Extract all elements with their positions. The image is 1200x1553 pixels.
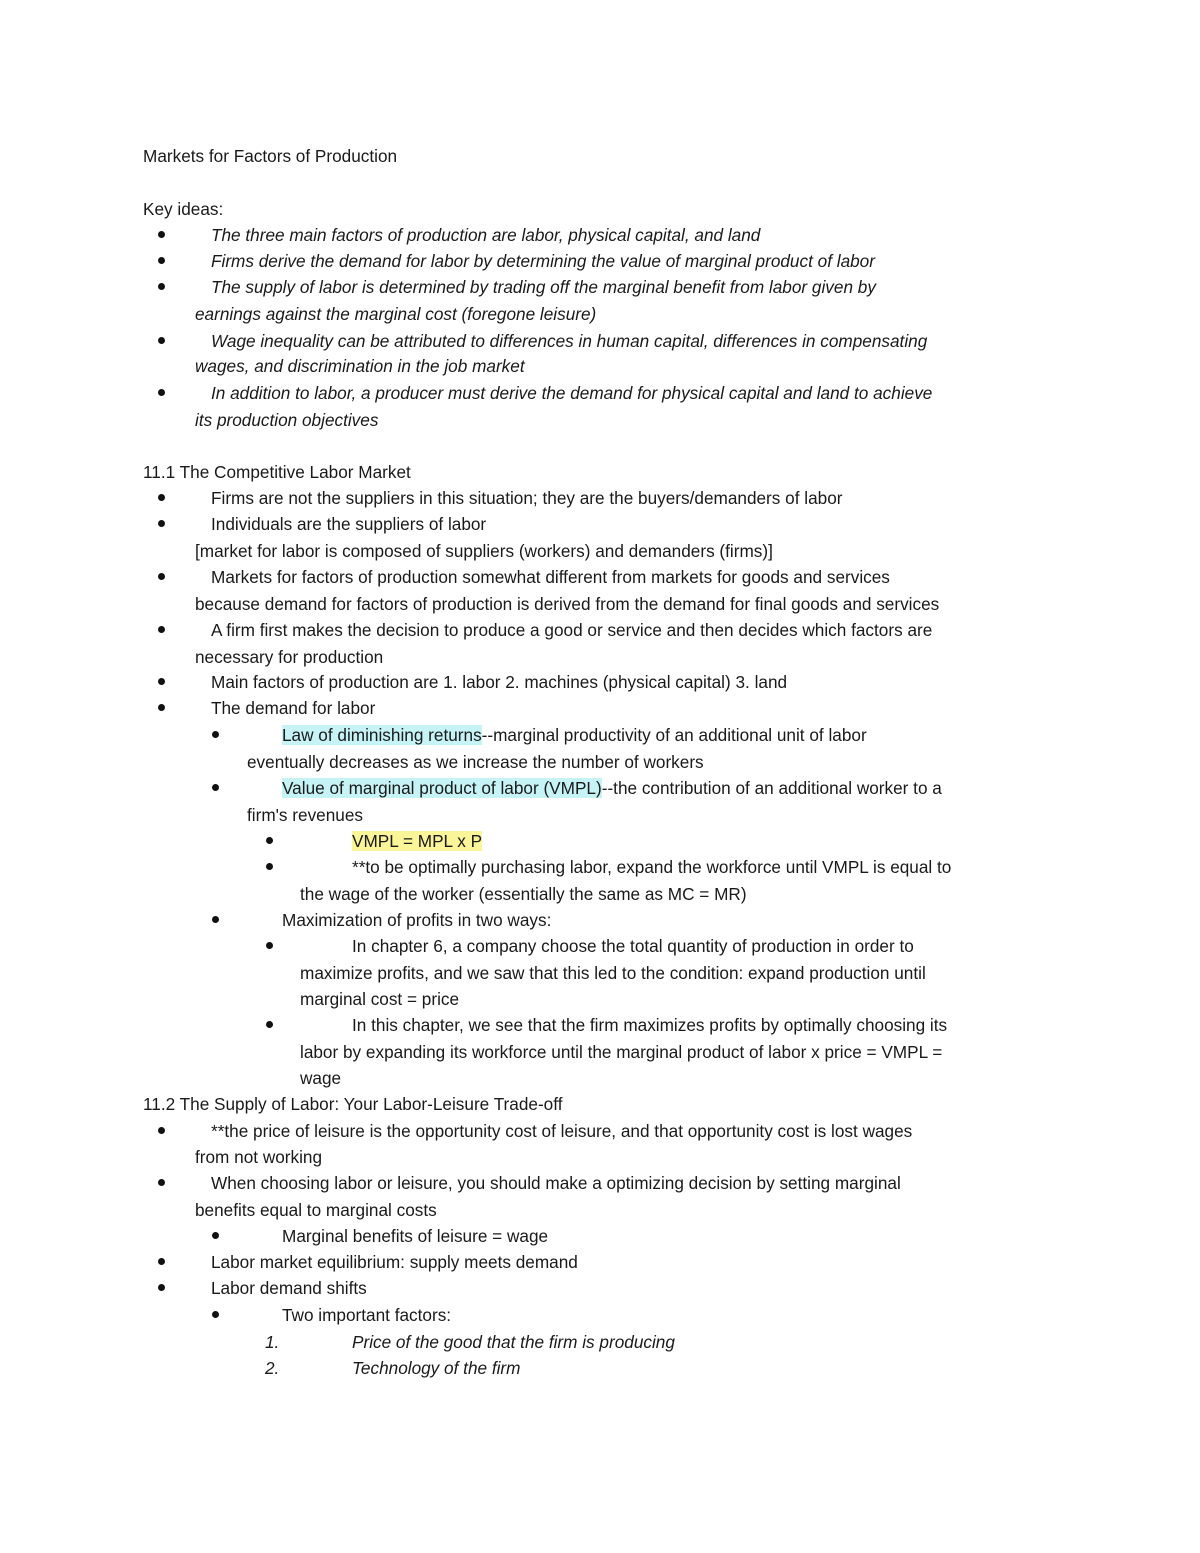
chapter-6-note-cont-2: marginal cost = price xyxy=(300,989,460,1009)
law-term-highlight: Law of diminishing returns xyxy=(282,725,482,745)
key-ideas-heading: Key ideas: xyxy=(143,199,224,219)
s112-bullet-2: When choosing labor or leisure, you should make a optimizing decision by setting marginal xyxy=(211,1173,901,1193)
bullet-icon xyxy=(158,257,165,264)
bullet-icon xyxy=(158,520,165,527)
bullet-icon xyxy=(158,573,165,580)
bullet-icon xyxy=(158,283,165,290)
bullet-icon xyxy=(158,1258,165,1265)
s111-bullet-5: Main factors of production are 1. labor 2. machines (physical capital) 3. land xyxy=(211,672,788,692)
s111-bullet-2: Individuals are the suppliers of labor xyxy=(211,514,487,534)
vmpl-description-cont: firm's revenues xyxy=(247,805,363,825)
s111-bullet-1: Firms are not the suppliers in this situation; they are the buyers/demanders of labor xyxy=(211,488,843,508)
key-idea-3-cont: earnings against the marginal cost (foregone leisure) xyxy=(195,304,597,324)
s111-bullet-6: The demand for labor xyxy=(211,698,376,718)
key-idea-4: Wage inequality can be attributed to differences in human capital, differences in compensating xyxy=(211,331,928,351)
this-chapter-note-cont-1: labor by expanding its workforce until the marginal product of labor x price = VMPL = xyxy=(300,1042,943,1062)
bullet-icon xyxy=(212,731,219,738)
bullet-icon xyxy=(266,942,273,949)
s111-bullet-4-cont: necessary for production xyxy=(195,647,384,667)
s112-bullet-4-sub: Two important factors: xyxy=(282,1305,452,1325)
factor-1: Price of the good that the firm is producing xyxy=(352,1332,675,1352)
factor-2: Technology of the firm xyxy=(352,1358,521,1378)
s111-bullet-3: Markets for factors of production somewhat different from markets for goods and services xyxy=(211,567,890,587)
s111-bullet-2-note: [market for labor is composed of suppliers (workers) and demanders (firms)] xyxy=(195,541,773,561)
this-chapter-note-cont-2: wage xyxy=(300,1068,342,1088)
key-idea-5: In addition to labor, a producer must derive the demand for physical capital and land to achieve xyxy=(211,383,933,403)
bullet-icon xyxy=(158,1127,165,1134)
chapter-6-note-cont-1: maximize profits, and we saw that this led to the condition: expand production until xyxy=(300,963,926,983)
key-idea-2: Firms derive the demand for labor by determining the value of marginal product of labor xyxy=(211,251,875,271)
bullet-icon xyxy=(212,916,219,923)
bullet-icon xyxy=(212,784,219,791)
vmpl-term-highlight: Value of marginal product of labor (VMPL) xyxy=(282,778,602,798)
bullet-icon xyxy=(158,337,165,344)
max-profit-heading: Maximization of profits in two ways: xyxy=(282,910,552,930)
document-title: Markets for Factors of Production xyxy=(143,146,398,166)
bullet-icon xyxy=(158,1284,165,1291)
this-chapter-note: In this chapter, we see that the firm maximizes profits by optimally choosing its xyxy=(352,1015,948,1035)
vmpl-formula xyxy=(352,830,482,852)
bullet-icon xyxy=(158,389,165,396)
s112-bullet-1: **the price of leisure is the opportunity cost of leisure, and that opportunity cost is lost wages xyxy=(211,1121,913,1141)
vmpl-description: --the contribution of an additional worker to a xyxy=(601,778,942,798)
bullet-icon xyxy=(266,863,273,870)
bullet-icon xyxy=(158,494,165,501)
law-of-diminishing-returns xyxy=(282,724,867,746)
key-idea-5-cont: its production objectives xyxy=(195,410,379,430)
bullet-icon xyxy=(158,704,165,711)
vmpl-formula-highlight: VMPL = MPL x P xyxy=(352,831,483,851)
factor-number-1: 1. xyxy=(265,1332,280,1352)
s112-bullet-4: Labor demand shifts xyxy=(211,1278,367,1298)
law-definition-cont: eventually decreases as we increase the number of workers xyxy=(247,752,704,772)
s112-bullet-1-cont: from not working xyxy=(195,1147,323,1167)
factor-number-2: 2. xyxy=(265,1358,280,1378)
s112-bullet-2-sub: Marginal benefits of leisure = wage xyxy=(282,1226,549,1246)
optimal-labor-note: **to be optimally purchasing labor, expand the workforce until VMPL is equal to xyxy=(352,857,952,877)
s111-bullet-4: A firm first makes the decision to produce a good or service and then decides which factors are xyxy=(211,620,933,640)
key-idea-4-cont: wages, and discrimination in the job market xyxy=(195,356,525,376)
bullet-icon xyxy=(158,626,165,633)
vmpl-definition xyxy=(282,777,942,799)
bullet-icon xyxy=(266,1021,273,1028)
section-11-1-heading: 11.1 The Competitive Labor Market xyxy=(143,462,411,482)
s112-bullet-2-cont: benefits equal to marginal costs xyxy=(195,1200,437,1220)
optimal-labor-note-cont: the wage of the worker (essentially the same as MC = MR) xyxy=(300,884,747,904)
key-idea-3: The supply of labor is determined by trading off the marginal benefit from labor given by xyxy=(211,277,876,297)
section-11-2-heading: 11.2 The Supply of Labor: Your Labor-Leisure Trade-off xyxy=(143,1094,563,1114)
law-definition: --marginal productivity of an additional unit of labor xyxy=(481,725,867,745)
s111-bullet-3-cont: because demand for factors of production is derived from the demand for final goods and services xyxy=(195,594,940,614)
bullet-icon xyxy=(158,1179,165,1186)
key-idea-1: The three main factors of production are labor, physical capital, and land xyxy=(211,225,761,245)
bullet-icon xyxy=(158,231,165,238)
bullet-icon xyxy=(266,837,273,844)
bullet-icon xyxy=(212,1232,219,1239)
s112-bullet-3: Labor market equilibrium: supply meets demand xyxy=(211,1252,578,1272)
bullet-icon xyxy=(212,1311,219,1318)
chapter-6-note: In chapter 6, a company choose the total quantity of production in order to xyxy=(352,936,914,956)
bullet-icon xyxy=(158,678,165,685)
